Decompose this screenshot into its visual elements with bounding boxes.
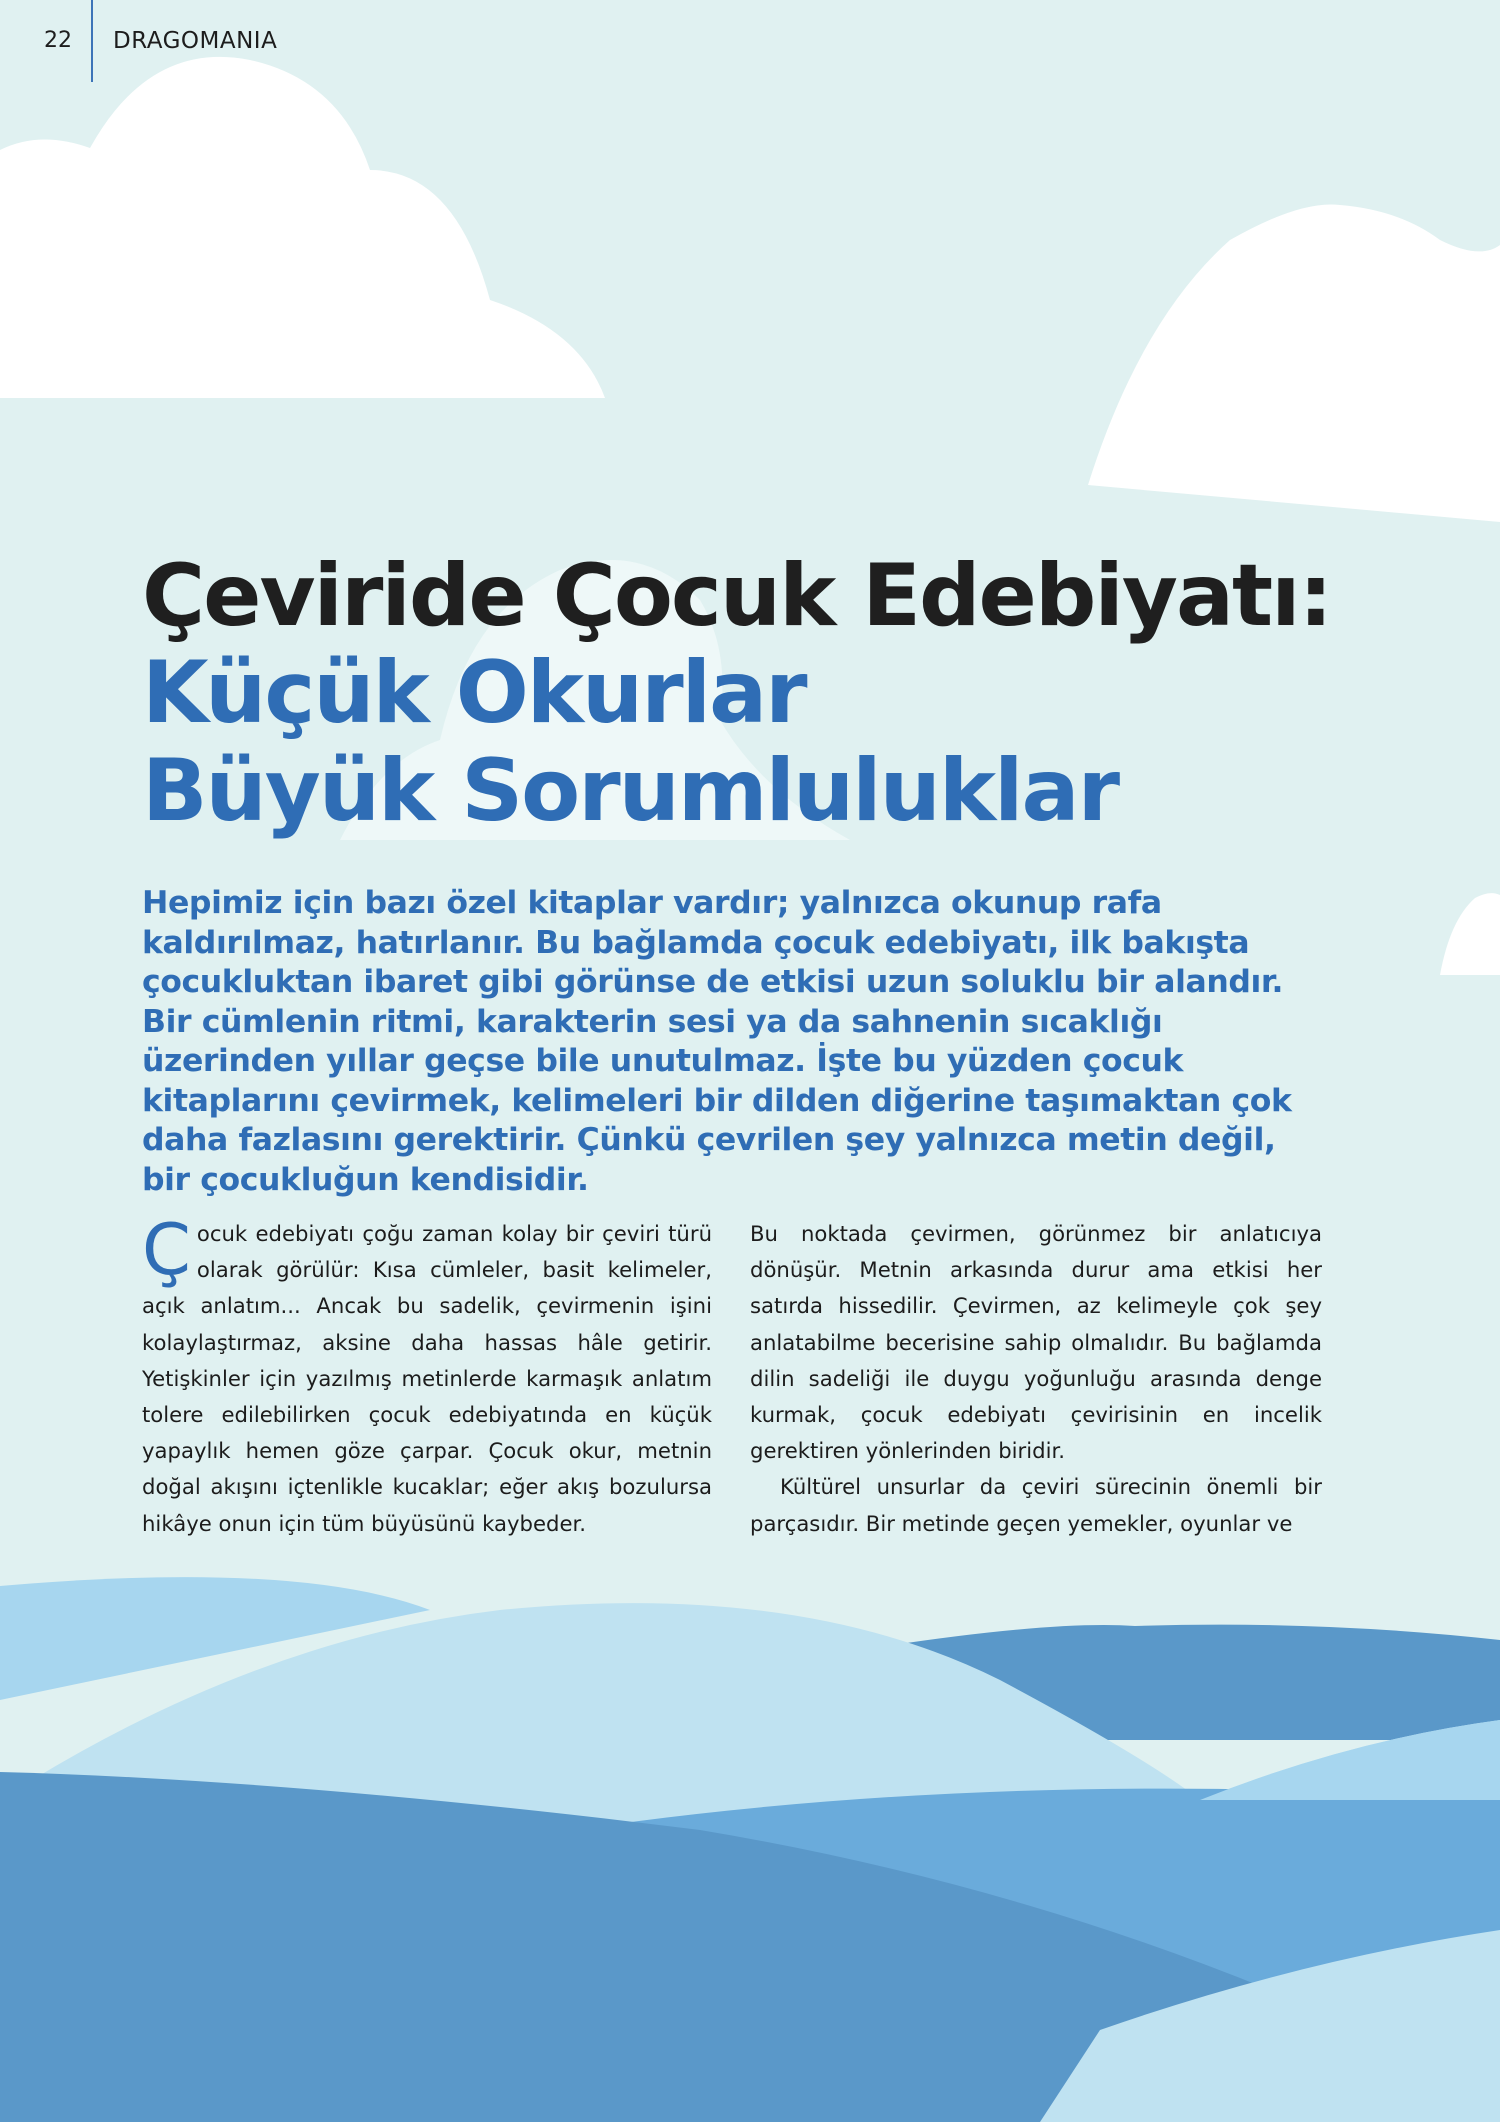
cloud-right-small [1440, 893, 1500, 975]
magazine-name: DRAGOMANIA [113, 28, 278, 54]
title-line-1: Çeviride Çocuk Edebiyatı: [142, 546, 1331, 646]
cloud-top-left [0, 57, 605, 398]
left-paragraph [142, 1209, 712, 1542]
drop-cap: Ç [142, 1209, 191, 1291]
right-paragraph-2: Kültürel unsurlar da çeviri sürecinin önemli bir parçasıdır. Bir metinde geçen yemekler, oyunlar ve [750, 1474, 1322, 1536]
body-column-right [750, 1216, 1322, 1542]
page-header [0, 0, 600, 84]
right-paragraph-1: Bu noktada çevirmen, görünmez bir anlatıcıya dönüşür. Metnin arkasında durur ama etkisi her satırda hissedilir. Çevirmen, az kelimeyle çok şey anlatabilme becerisine sahip olmalıdır. Bu bağlamda dilin sadeliği ile duygu yoğunluğu arasında denge kurmak, çocuk edebiyatı çevirisinin en incelik gerektiren yönlerinden biridir. [750, 1221, 1322, 1464]
title-line-3: Büyük Sorumluluklar [142, 741, 1118, 841]
title-line-2: Küçük Okurlar [142, 643, 806, 743]
article-title [142, 548, 1402, 840]
page-number: 22 [44, 28, 72, 53]
header-divider [91, 0, 93, 82]
cloud-top-right [1088, 204, 1500, 522]
body-column-left [142, 1209, 712, 1542]
article-lead: Hepimiz için bazı özel kitaplar vardır; yalnızca okunup rafa kaldırılmaz, hatırlanır. Bu bağlamda çocuk edebiyatı, ilk bakışta çocukluktan ibaret gibi görünse de etkisi uzun soluklu bir alandır. Bir cümlenin ritmi, karakterin sesi ya da sahnenin sıcaklığı üzerinden yıllar geçse bile unutulmaz. İşte bu yüzden çocuk kitaplarını çevirmek, kelimeleri bir dilden diğerine taşımaktan çok daha fazlasını gerektirir. Çünkü çevrilen şey yalnızca metin değil, bir çocukluğun kendisidir. [142, 885, 1292, 1198]
left-paragraph-text: ocuk edebiyatı çoğu zaman kolay bir çeviri türü olarak görülür: Kısa cümleler, basit kelimeler, açık anlatım... Ancak bu sadelik, çevirmenin işini kolaylaştırmaz, aksine daha hassas hâle getirir. Yetişkinler için yazılmış metinlerde karmaşık anlatım tolere edilebilirken çocuk edebiyatında en küçük yapaylık hemen göze çarpar. Çocuk okur, metnin doğal akışını içtenlikle kucaklar; eğer akış bozulursa hikâye onun için tüm büyüsünü kaybeder. [142, 1221, 712, 1536]
